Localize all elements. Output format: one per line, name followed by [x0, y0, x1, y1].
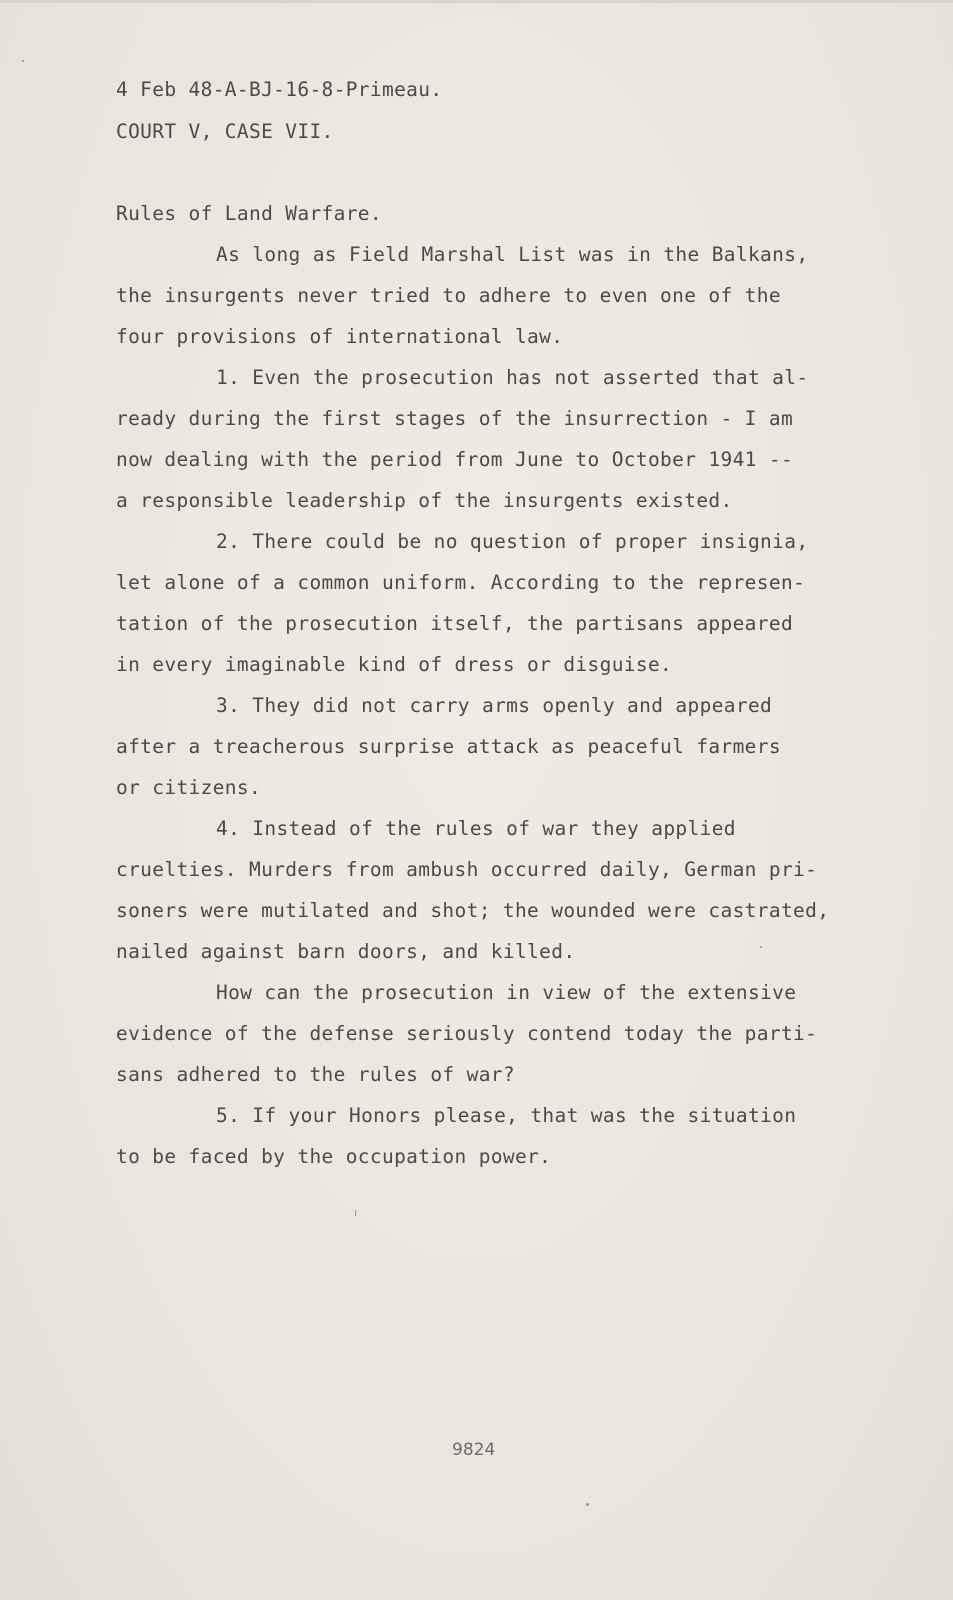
paper-speck [586, 1503, 589, 1506]
court-case-line: COURT V, CASE VII. [116, 120, 334, 143]
body-line: nailed against barn doors, and killed. [116, 940, 576, 963]
body-line: How can the prosecution in view of the extensive [216, 981, 797, 1004]
body-line: to be faced by the occupation power. [116, 1145, 552, 1168]
body-line: let alone of a common uniform. According to the represen- [116, 571, 806, 594]
body-line: 4. Instead of the rules of war they applied [216, 817, 736, 840]
body-line: cruelties. Murders from ambush occurred daily, German pri- [116, 858, 818, 881]
reference-line: 4 Feb 48-A-BJ-16-8-Primeau. [116, 78, 443, 101]
body-line: tation of the prosecution itself, the partisans appeared [116, 612, 794, 635]
body-line: ready during the first stages of the insurrection - I am [116, 407, 794, 430]
body-line: or citizens. [116, 776, 262, 799]
paper-speck [760, 946, 762, 948]
body-line: 5. If your Honors please, that was the situation [216, 1104, 797, 1127]
paper-speck [355, 1210, 356, 1216]
body-line: evidence of the defense seriously contend today the parti- [116, 1022, 818, 1045]
body-line: a responsible leadership of the insurgents existed. [116, 489, 733, 512]
body-line: now dealing with the period from June to October 1941 -- [116, 448, 794, 471]
body-line: 2. There could be no question of proper insignia, [216, 530, 809, 553]
page-top-edge [0, 0, 953, 3]
body-line: four provisions of international law. [116, 325, 564, 348]
body-line: the insurgents never tried to adhere to even one of the [116, 284, 781, 307]
section-title: Rules of Land Warfare. [116, 202, 382, 225]
body-line: 3. They did not carry arms openly and appeared [216, 694, 773, 717]
page-number: 9824 [452, 1440, 496, 1460]
body-line: after a treacherous surprise attack as peaceful farmers [116, 735, 781, 758]
body-line: 1. Even the prosecution has not asserted that al- [216, 366, 809, 389]
paper-speck [22, 60, 24, 62]
body-line: soners were mutilated and shot; the wounded were castrated, [116, 899, 830, 922]
body-line: As long as Field Marshal List was in the Balkans, [216, 243, 809, 266]
body-line: in every imaginable kind of dress or disguise. [116, 653, 673, 676]
body-line: sans adhered to the rules of war? [116, 1063, 515, 1086]
